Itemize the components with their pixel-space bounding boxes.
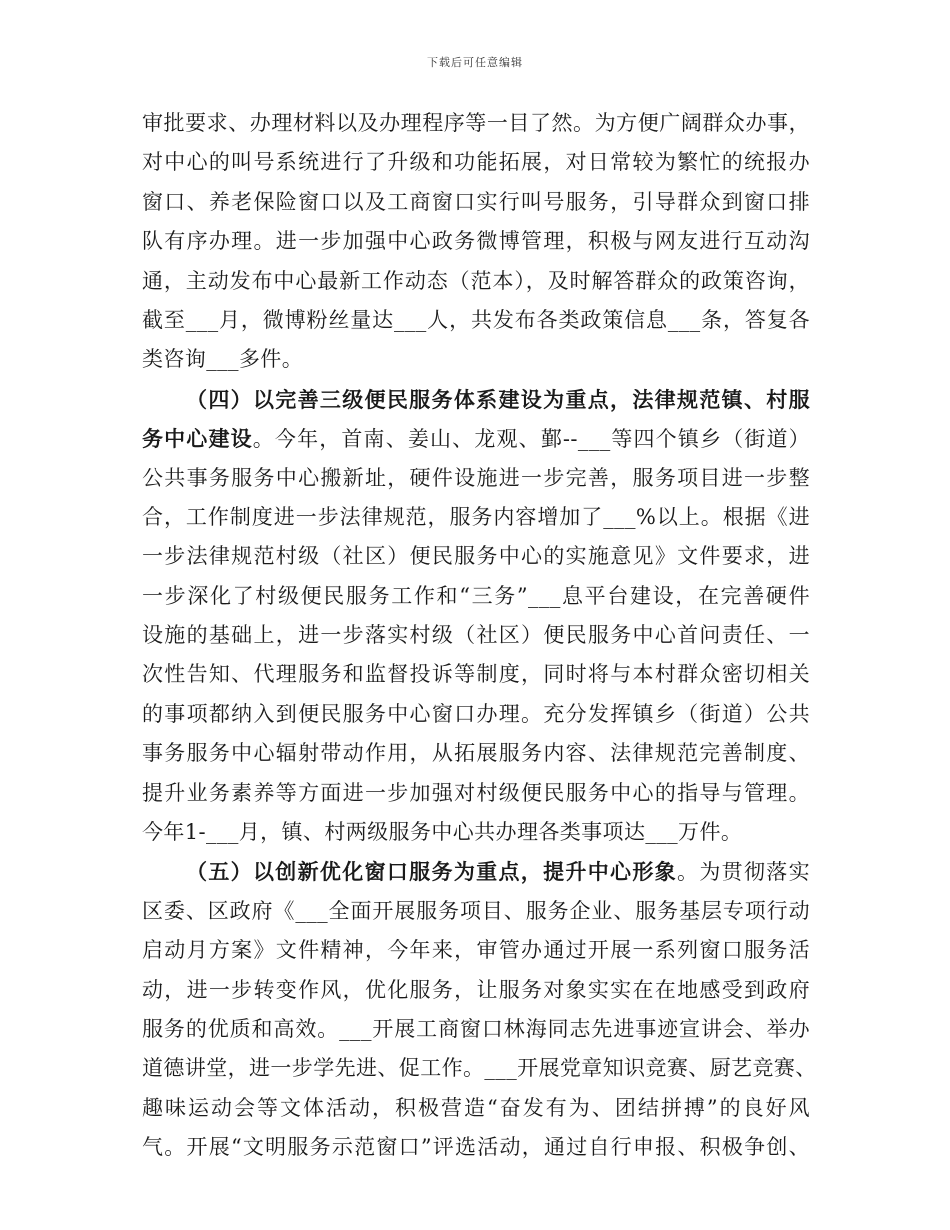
text-line: 趣味运动会等文体活动，积极营造“奋发有为、团结拼搏”的良好风 — [142, 1095, 810, 1120]
text-line: 截至___月，微博粉丝量达___人，共发布各类政策信息___条，答复各 — [142, 307, 810, 332]
text-line: 气。开展“文明服务示范窗口”评选活动，通过自行申报、积极争创、 — [142, 1135, 810, 1160]
document-body — [142, 104, 817, 1168]
text-line: 启动月方案》文件精神，今年来，审管办通过开展一系列窗口服务活 — [142, 938, 810, 963]
paragraph-1 — [142, 104, 810, 380]
text-line: 服务的优质和高效。___开展工商窗口林海同志先进事迹宣讲会、举办 — [142, 1016, 810, 1041]
page-header: 下载后可任意编辑 — [427, 56, 523, 69]
paragraph-3 — [142, 852, 817, 1167]
text-line: 提升业务素养等方面进一步加强对村级便民服务中心的指导与管理。 — [142, 780, 810, 805]
text-line: 通，主动发布中心最新工作动态（范本），及时解答群众的政策咨询， — [142, 268, 810, 293]
paragraph-2 — [142, 380, 810, 853]
text-line: 区委、区政府《___全面开展服务项目、服务企业、服务基层专项行动 — [142, 898, 810, 923]
text-line — [142, 419, 810, 458]
text-line: 窗口、养老保险窗口以及工商窗口实行叫号服务，引导群众到窗口排 — [142, 189, 810, 214]
text-run: 。今年，首南、姜山、龙观、鄞--___等四个镇乡（街道） — [252, 427, 811, 452]
text-line: 事务服务中心辐射带动作用，从拓展服务内容、法律规范完善制度、 — [142, 741, 810, 766]
text-line: 合，工作制度进一步法律规范，服务内容增加了___%以上。根据《进 — [142, 504, 810, 529]
text-run: 。为贯彻落实 — [677, 860, 810, 885]
section-heading-5: （五）以创新优化窗口服务为重点，提升中心形象 — [186, 859, 677, 885]
section-heading-4: （四）以完善三级便民服务体系建设为重点，法律规范镇、村服 — [186, 386, 810, 412]
text-line: 的事项都纳入到便民服务中心窗口办理。充分发挥镇乡（街道）公共 — [142, 701, 810, 726]
text-line: 今年1-___月，镇、村两级服务中心共办理各类事项达___万件。 — [142, 820, 743, 845]
text-line: 一步法律规范村级（社区）便民服务中心的实施意见》文件要求，进 — [142, 544, 810, 569]
text-line: 动，进一步转变作风，优化服务，让服务对象实实在在地感受到政府 — [142, 977, 810, 1002]
text-line: 对中心的叫号系统进行了升级和功能拓展，对日常较为繁忙的统报办 — [142, 150, 810, 175]
section-heading-4-end: 务中心建设 — [142, 426, 253, 452]
text-line: 道德讲堂，进一步学先进、促工作。___开展党章知识竞赛、厨艺竞赛、 — [142, 1056, 817, 1081]
text-line: 队有序办理。进一步加强中心政务微博管理，积极与网友进行互动沟 — [142, 229, 810, 254]
text-line: 公共事务服务中心搬新址，硬件设施进一步完善，服务项目进一步整 — [142, 465, 810, 490]
text-line: 次性告知、代理服务和监督投诉等制度，同时将与本村群众密切相关 — [142, 662, 810, 687]
text-line: 类咨询___多件。 — [142, 347, 304, 372]
text-line — [142, 852, 810, 891]
text-line: 审批要求、办理材料以及办理程序等一目了然。为方便广阔群众办事， — [142, 111, 810, 135]
text-line: 设施的基础上，进一步落实村级（社区）便民服务中心首问责任、一 — [142, 623, 810, 648]
text-line: 一步深化了村级便民服务工作和“三务”___息平台建设，在完善硬件 — [142, 583, 810, 608]
